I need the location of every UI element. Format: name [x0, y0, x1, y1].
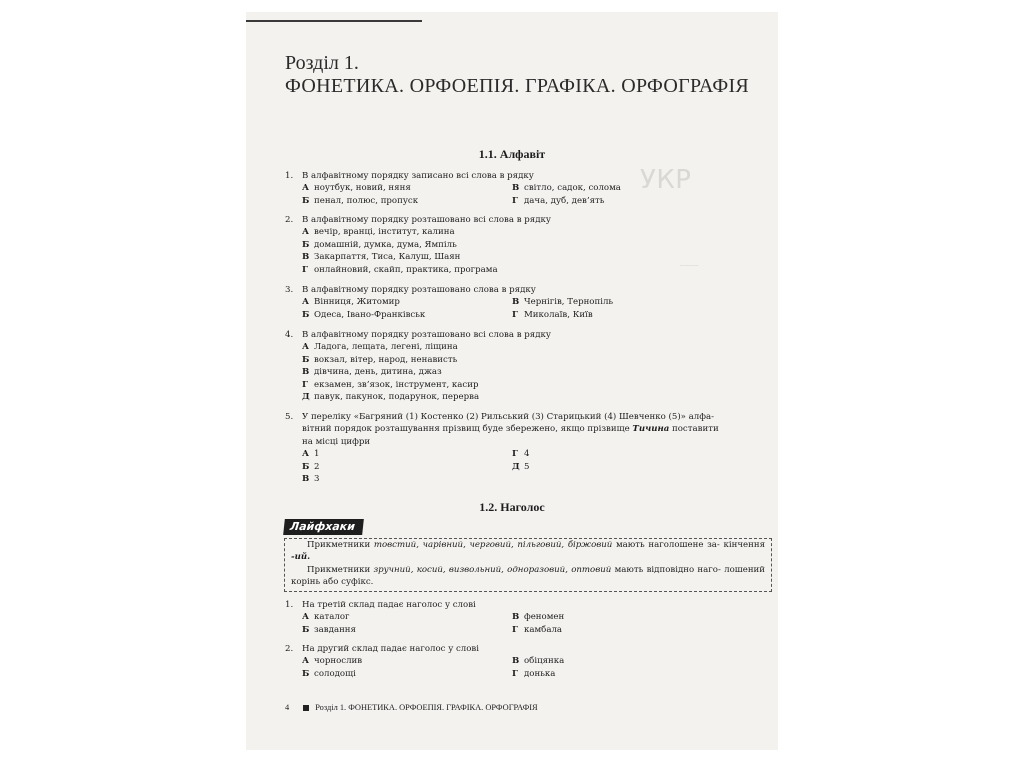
- show-through-text: УКР: [640, 165, 692, 195]
- question-text: На другий склад падає наголос у слові: [302, 644, 480, 654]
- option[interactable]: Г екзамен, зв’язок, інструмент, касир: [302, 379, 479, 390]
- question-number: 5.: [285, 412, 294, 422]
- option[interactable]: Б солодощі: [302, 668, 356, 679]
- option[interactable]: А Вінниця, Житомир: [302, 297, 400, 308]
- option[interactable]: В Закарпаття, Тиса, Калуш, Шаян: [302, 252, 461, 263]
- page-top-rule: [246, 20, 422, 22]
- question-text: На третій склад падає наголос у слові: [302, 600, 476, 610]
- tip-label: Лайфхаки: [283, 519, 364, 535]
- option[interactable]: Г 4: [512, 449, 530, 460]
- option[interactable]: Г дача, дуб, дев’ять: [512, 195, 605, 206]
- question-text: У переліку «Багряний (1) Костенко (2) Рильський (3) Старицький (4) Шевченко (5)» алфа-: [302, 412, 714, 422]
- option[interactable]: В 3: [302, 474, 320, 485]
- question-number: 2.: [285, 644, 294, 654]
- section-heading-alphabet: 1.1. Алфавіт: [478, 147, 546, 161]
- emphasized-word: Тичина: [632, 424, 670, 435]
- option[interactable]: В обіцянка: [512, 656, 565, 667]
- tip-box: [284, 538, 772, 592]
- question-number: 4.: [285, 330, 294, 340]
- question-text: В алфавітному порядку розташовано всі слова в рядку: [302, 330, 551, 340]
- option[interactable]: Г Миколаїв, Київ: [512, 309, 593, 320]
- question-2-2: [285, 643, 765, 680]
- question-text: В алфавітному порядку розташовано слова в рядку: [302, 285, 536, 295]
- option[interactable]: В Чернігів, Тернопіль: [512, 297, 614, 308]
- option[interactable]: В світло, садок, солома: [512, 183, 621, 194]
- question-number: 3.: [285, 285, 294, 295]
- option[interactable]: Г онлайновий, скайп, практика, програма: [302, 264, 498, 275]
- question-1-4: [285, 329, 765, 403]
- question-number: 1.: [285, 600, 294, 610]
- option[interactable]: Б пенал, полюс, пропуск: [302, 195, 419, 206]
- tip-paragraph: Прикметники зручний, косий, визвольний, одноразовий, оптовий мають відповідно наго- лошений корінь або суфікс.: [291, 564, 766, 588]
- page-footer: [285, 703, 538, 712]
- option[interactable]: Г камбала: [512, 624, 563, 635]
- question-1-1: [285, 170, 765, 207]
- option[interactable]: А чорнослив: [302, 656, 363, 667]
- page-number: 4: [285, 703, 290, 712]
- option[interactable]: Б 2: [302, 461, 320, 472]
- option[interactable]: А вечір, вранці, інститут, калина: [302, 227, 455, 238]
- option[interactable]: А Ладога, лещата, легені, ліщина: [302, 342, 458, 353]
- section-heading-stress: 1.2. Наголос: [479, 500, 545, 514]
- option[interactable]: В дівчина, день, дитина, джаз: [302, 367, 442, 378]
- question-1-3: [285, 284, 765, 321]
- chapter-heading: [285, 52, 749, 98]
- option[interactable]: А ноутбук, новий, няня: [302, 183, 411, 194]
- question-text: В алфавітному порядку розташовано всі слова в рядку: [302, 215, 551, 225]
- option[interactable]: Б завдання: [302, 624, 356, 635]
- square-bullet-icon: [303, 705, 309, 711]
- option[interactable]: Б Одеса, Івано-Франківськ: [302, 309, 426, 320]
- chapter-title: ФОНЕТИКА. ОРФОЕПІЯ. ГРАФІКА. ОРФОГРАФІЯ: [285, 75, 750, 97]
- option[interactable]: В феномен: [512, 612, 565, 623]
- tip-paragraph: Прикметники товстий, чарівний, черговий, пільговий, біржовий мають наголошене за- кінчення -ий.: [291, 540, 765, 563]
- question-1-5: 5. У переліку «Багряний (1) Костенко (2) Рильський (3) Старицький (4) Шевченко (5)» алфа- вітний порядок розташування прізвищ буде збережено, якщо прізвище Тичина поставити на місці цифри А 1 Г 4 Б 2 Д 5 В 3: [285, 411, 765, 485]
- question-text: В алфавітному порядку записано всі слова в рядку: [302, 171, 534, 181]
- option[interactable]: Г донька: [512, 668, 556, 679]
- question-2-1: [285, 599, 765, 636]
- question-number: 1.: [285, 171, 294, 181]
- question-1-2: [285, 214, 765, 276]
- chapter-number: Розділ 1.: [285, 52, 359, 74]
- option[interactable]: Д павук, пакунок, подарунок, перерва: [302, 392, 480, 403]
- option[interactable]: А каталог: [302, 612, 350, 623]
- option[interactable]: Б вокзал, вітер, народ, ненависть: [302, 354, 458, 365]
- question-number: 2.: [285, 215, 294, 225]
- option[interactable]: А 1: [302, 449, 320, 460]
- footer-running-title: Розділ 1. ФОНЕТИКА. ОРФОЕПІЯ. ГРАФІКА. ОРФОГРАФІЯ: [315, 703, 538, 712]
- option[interactable]: Д 5: [512, 461, 530, 472]
- show-through-text: ────: [680, 262, 699, 270]
- option[interactable]: Б домашній, думка, дума, Ямпіль: [302, 239, 457, 250]
